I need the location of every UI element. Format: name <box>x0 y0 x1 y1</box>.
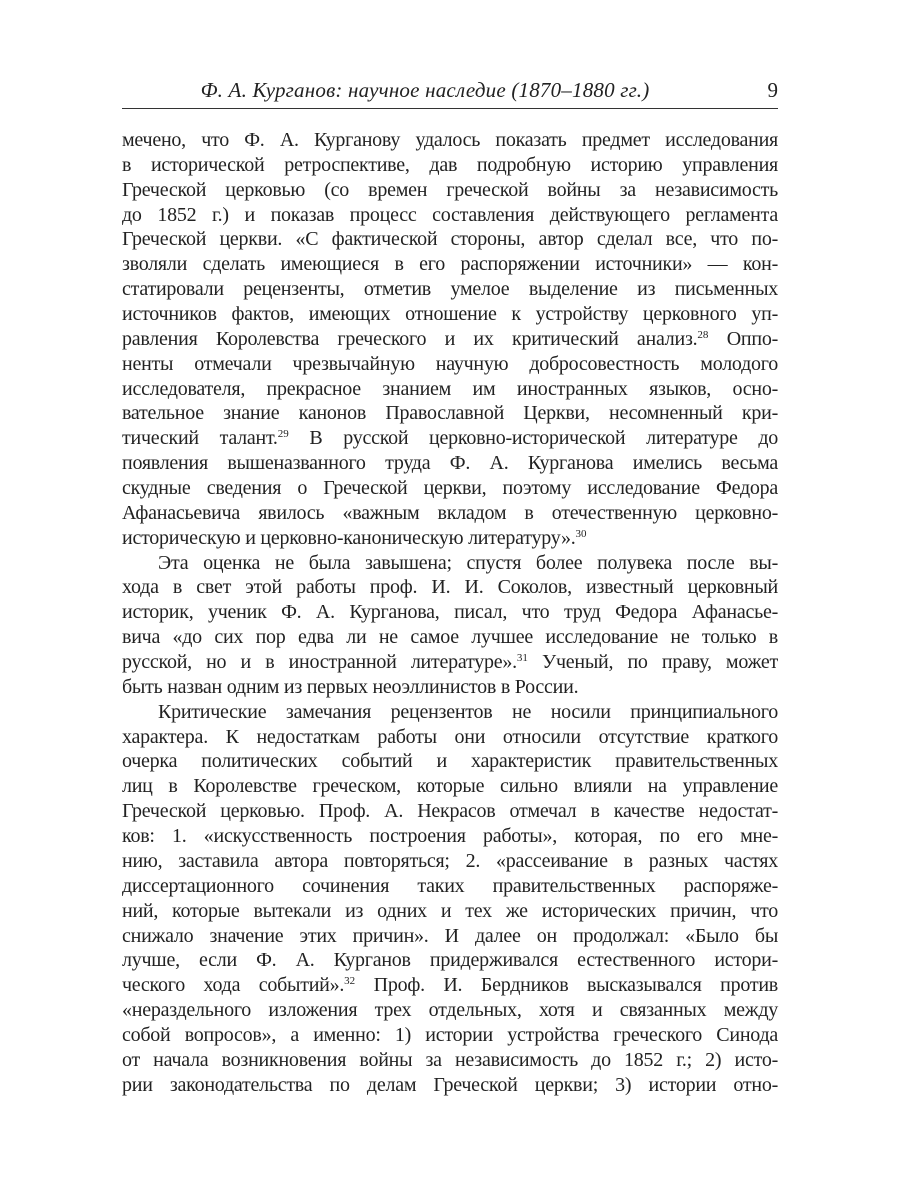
line-text: ков: 1. «искусственность построения работы», которая, по его мне- <box>122 825 778 848</box>
line-text: характера. К недостаткам работы они относили отсутствие краткого <box>122 725 778 748</box>
line-text: от начала возникновения войны за независимость до 1852 г.; 2) исто- <box>122 1048 778 1071</box>
text-line <box>122 749 778 774</box>
running-header <box>122 74 778 109</box>
line-text: ний, которые вытекали из одних и тех же исторических причин, что <box>122 899 778 922</box>
line-text: скудные сведения о Греческой церкви, поэтому исследование Федора <box>122 477 778 500</box>
line-text: нию, заставила автора повторяться; 2. «рассеивание в разных частях <box>122 849 778 872</box>
text-line <box>122 302 778 327</box>
line-text: тический талант. <box>122 427 278 450</box>
text-line <box>122 377 778 402</box>
text-line <box>122 203 778 228</box>
text-line <box>122 153 778 178</box>
line-text: равления Королевства греческого и их критический анализ. <box>122 327 698 350</box>
text-line <box>122 1023 778 1048</box>
line-text: быть назван одним из первых неоэллинистов в России. <box>122 675 579 698</box>
line-text: рии законодательства по делам Греческой церкви; 3) истории отно- <box>122 1073 778 1096</box>
text-line <box>122 849 778 874</box>
line-text: вательное знание канонов Православной Церкви, несомненный кри- <box>122 402 778 425</box>
line-text: Проф. И. Бердников высказывался против <box>355 974 778 997</box>
text-line <box>122 476 778 501</box>
text-line <box>122 824 778 849</box>
line-text: Оппо- <box>708 327 778 350</box>
text-line <box>122 600 778 625</box>
text-line <box>122 799 778 824</box>
text-line <box>122 451 778 476</box>
line-text: Ученый, по праву, может <box>527 651 778 674</box>
text-line <box>122 899 778 924</box>
text-line <box>122 401 778 426</box>
line-text: Афанасьевича явилось «важным вкладом в отечественную церковно- <box>122 501 778 524</box>
line-text: в исторической ретроспективе, дав подробную историю управления <box>122 153 778 176</box>
line-text: появления вышеназванного труда Ф. А. Курганова имелись весьма <box>122 452 778 475</box>
text-line <box>122 551 778 576</box>
line-text: до 1852 г.) и показав процесс составления действующего регламента <box>122 203 778 226</box>
line-text: лиц в Королевстве греческом, которые сильно влияли на управление <box>122 775 778 798</box>
text-line <box>122 874 778 899</box>
footnote-ref: 29 <box>277 428 289 441</box>
line-text: мечено, что Ф. А. Курганову удалось показать предмет исследования <box>122 129 778 151</box>
text-line <box>122 575 778 600</box>
text-line <box>122 352 778 377</box>
text-line <box>122 625 778 650</box>
text-line <box>122 327 778 352</box>
line-text: Критические замечания рецензентов не носили принципиального <box>158 700 778 723</box>
text-line <box>122 501 778 526</box>
line-text: собой вопросов», а именно: 1) истории устройства греческого Синода <box>122 1023 778 1046</box>
text-line <box>122 998 778 1023</box>
body-text <box>122 128 778 1098</box>
line-text: В русской церковно-исторической литературе до <box>288 427 778 450</box>
line-text: лучше, если Ф. А. Курганов придерживался естественного истори- <box>122 949 778 972</box>
text-line <box>122 774 778 799</box>
text-line <box>122 128 778 153</box>
footnote-ref: 32 <box>344 975 356 988</box>
text-line <box>122 700 778 725</box>
text-line <box>122 277 778 302</box>
line-text: историческую и церковно-каноническую литературу». <box>122 526 576 549</box>
line-text: Греческой церковью (со времен греческой войны за независимость <box>122 178 778 201</box>
footnote-ref: 30 <box>575 527 587 540</box>
line-text: «нераздельного изложения трех отдельных, хотя и связанных между <box>122 999 778 1022</box>
text-line <box>122 1073 778 1098</box>
text-line <box>122 252 778 277</box>
running-title: Ф. А. Курганов: научное наследие (1870–1880 гг.) <box>200 78 650 102</box>
text-line <box>122 526 778 551</box>
line-text: источников фактов, имеющих отношение к устройству церковного уп- <box>122 303 778 326</box>
text-line <box>122 725 778 750</box>
footnote-ref: 31 <box>516 652 528 665</box>
text-line <box>122 973 778 998</box>
text-line <box>122 1048 778 1073</box>
page-number: 9 <box>767 78 778 102</box>
line-text: статировали рецензенты, отметив умелое выделение из письменных <box>122 278 778 301</box>
text-line <box>122 426 778 451</box>
line-text: Эта оценка не была завышена; спустя более полувека после вы- <box>158 551 778 574</box>
text-line <box>122 675 778 700</box>
footnote-ref: 28 <box>697 328 709 341</box>
line-text: вича «до сих пор едва ли не самое лучшее исследование не только в <box>122 626 778 649</box>
line-text: историк, ученик Ф. А. Курганова, писал, что труд Федора Афанасье- <box>122 601 778 624</box>
text-line <box>122 650 778 675</box>
text-line <box>122 227 778 252</box>
line-text: диссертационного сочинения таких правительственных распоряже- <box>122 874 778 897</box>
line-text: Греческой церковью. Проф. А. Некрасов отмечал в качестве недостат- <box>122 800 778 823</box>
line-text: русской, но и в иностранной литературе». <box>122 651 517 674</box>
line-text: хода в свет этой работы проф. И. И. Соколов, известный церковный <box>122 576 778 599</box>
line-text: Греческой церкви. «С фактической стороны, автор сделал все, что по- <box>122 228 778 251</box>
text-line <box>122 178 778 203</box>
line-text: снижало значение этих причин». И далее он продолжал: «Было бы <box>122 924 778 947</box>
line-text: ческого хода событий». <box>122 974 345 997</box>
text-line <box>122 924 778 949</box>
line-text: очерка политических событий и характеристик правительственных <box>122 750 778 773</box>
line-text: зволяли сделать имеющиеся в его распоряжении источники» — кон- <box>122 253 778 276</box>
text-line <box>122 948 778 973</box>
line-text: ненты отмечали чрезвычайную научную добросовестность молодого <box>122 352 778 375</box>
line-text: исследователя, прекрасное знанием им иностранных языков, осно- <box>122 377 778 400</box>
